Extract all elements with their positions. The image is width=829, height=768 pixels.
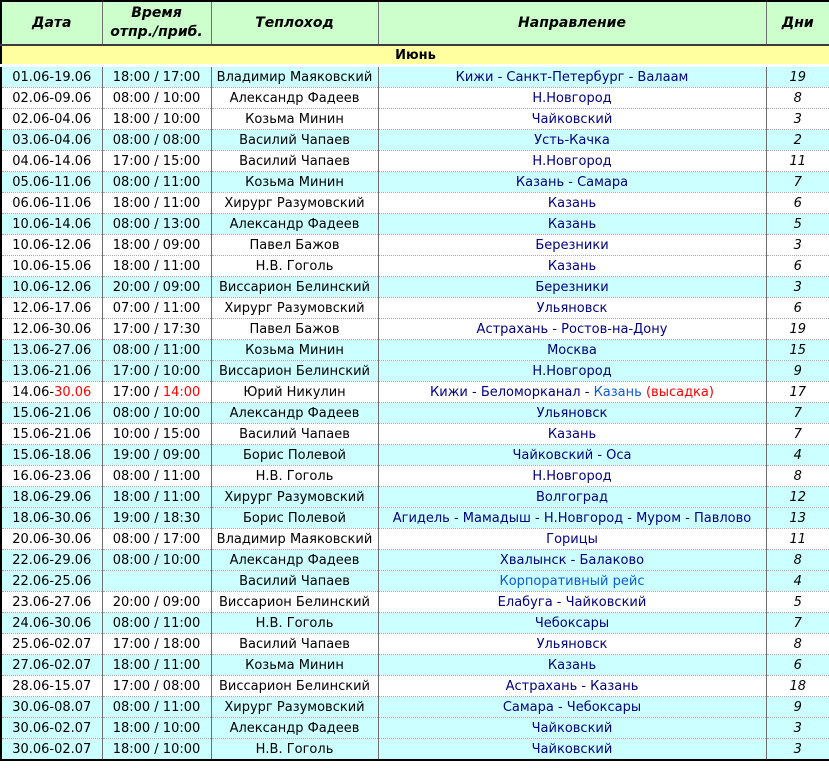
cell-ship: Александр Фадеев [211,88,378,109]
cell-ship: Василий Чапаев [211,571,378,592]
table-row [1,277,829,298]
cell-time: 19:00 / 09:00 [102,445,211,466]
cell-date: 18.06-29.06 [1,487,102,508]
cell-date: 25.06-02.07 [1,634,102,655]
cell-days: 9 [766,697,829,718]
cell-ship: Павел Бажов [211,319,378,340]
cell-direction: Кижи - Санкт-Петербург - Валаам [378,66,766,88]
table-row [1,193,829,214]
table-row [1,256,829,277]
cell-days: 9 [766,361,829,382]
cell-date: 22.06-29.06 [1,550,102,571]
text-segment: Корпоративный рейс [499,573,645,589]
cell-ship: Хирург Разумовский [211,697,378,718]
cell-date: 12.06-30.06 [1,319,102,340]
cell-time: 07:00 / 11:00 [102,298,211,319]
table-row [1,130,829,151]
cell-time: 18:00 / 10:00 [102,718,211,739]
cell-date: 10.06-14.06 [1,214,102,235]
text-segment: 14:00 [162,384,201,400]
cell-days: 8 [766,550,829,571]
cell-ship: Козьма Минин [211,172,378,193]
cell-days: 3 [766,235,829,256]
cell-time: 18:00 / 11:00 [102,487,211,508]
cell-direction: Горицы [378,529,766,550]
cell-ship: Борис Полевой [211,445,378,466]
cell-days: 19 [766,66,829,88]
cell-days: 6 [766,655,829,676]
text-segment: 14.06- [12,384,55,400]
cell-time: 08:00 / 11:00 [102,613,211,634]
cell-time: 18:00 / 17:00 [102,66,211,88]
cell-time: 08:00 / 11:00 [102,340,211,361]
cell-date: 13.06-27.06 [1,340,102,361]
cell-days: 19 [766,319,829,340]
cell-date: 10.06-12.06 [1,277,102,298]
cell-days: 4 [766,571,829,592]
cell-days: 3 [766,739,829,761]
cell-direction: Н.Новгород [378,88,766,109]
cell-direction: Казань - Самара [378,172,766,193]
table-row [1,235,829,256]
table-row [1,529,829,550]
table-row [1,151,829,172]
cell-date [1,382,102,403]
cell-date: 22.06-25.06 [1,571,102,592]
cell-time: 20:00 / 09:00 [102,592,211,613]
cell-ship: Н.В. Гоголь [211,256,378,277]
cell-ship: Хирург Разумовский [211,487,378,508]
cell-date: 30.06-02.07 [1,718,102,739]
table-row [1,382,829,403]
cell-days: 8 [766,88,829,109]
cell-date: 30.06-02.07 [1,739,102,761]
cell-time: 08:00 / 13:00 [102,214,211,235]
cell-time: 19:00 / 18:30 [102,508,211,529]
cell-time: 08:00 / 10:00 [102,88,211,109]
cell-time: 20:00 / 09:00 [102,277,211,298]
cell-ship: Владимир Маяковский [211,66,378,88]
text-segment: (высадка) [641,384,714,400]
cell-time: 08:00 / 10:00 [102,550,211,571]
cell-date: 15.06-21.06 [1,403,102,424]
cell-days: 12 [766,487,829,508]
cell-direction: Чайковский [378,718,766,739]
cell-time: 08:00 / 17:00 [102,529,211,550]
text-segment: Кижи - Беломорканал - [430,384,594,400]
cell-time: 18:00 / 11:00 [102,256,211,277]
cell-date: 28.06-15.07 [1,676,102,697]
cell-date: 03.06-04.06 [1,130,102,151]
table-row [1,571,829,592]
table-header [1,1,829,45]
cell-days: 6 [766,256,829,277]
cell-time: 17:00 / 15:00 [102,151,211,172]
cell-days: 15 [766,340,829,361]
cell-direction: Н.Новгород [378,151,766,172]
cell-date: 15.06-21.06 [1,424,102,445]
text-segment: Казань [593,384,642,400]
cell-ship: Павел Бажов [211,235,378,256]
table-row [1,319,829,340]
cell-date: 23.06-27.06 [1,592,102,613]
cell-days: 3 [766,109,829,130]
cell-date: 12.06-17.06 [1,298,102,319]
cell-days: 2 [766,130,829,151]
cell-ship: Н.В. Гоголь [211,466,378,487]
cell-ship: Василий Чапаев [211,424,378,445]
cell-date: 02.06-04.06 [1,109,102,130]
cell-direction: Астрахань - Казань [378,676,766,697]
cell-direction: Казань [378,424,766,445]
table-row [1,340,829,361]
cell-date: 10.06-12.06 [1,235,102,256]
cell-ship: Александр Фадеев [211,550,378,571]
cell-ship: Виссарион Белинский [211,277,378,298]
column-header-date: Дата [1,1,102,45]
table-row [1,487,829,508]
table-row [1,172,829,193]
cell-direction: Астрахань - Ростов-на-Дону [378,319,766,340]
table-row [1,403,829,424]
cell-days: 17 [766,382,829,403]
cell-direction: Чебоксары [378,613,766,634]
table-row [1,592,829,613]
cell-days: 18 [766,676,829,697]
cell-date: 15.06-18.06 [1,445,102,466]
cell-time: 18:00 / 09:00 [102,235,211,256]
table-row [1,445,829,466]
cell-date: 06.06-11.06 [1,193,102,214]
table-row [1,214,829,235]
cell-direction: Ульяновск [378,298,766,319]
table-row [1,66,829,88]
cell-days: 5 [766,592,829,613]
header-row [1,1,829,45]
table-row [1,739,829,761]
cell-time [102,571,211,592]
cell-ship: Василий Чапаев [211,151,378,172]
cell-ship: Александр Фадеев [211,214,378,235]
month-section-row [1,45,829,66]
cell-direction: Казань [378,256,766,277]
cell-ship: Козьма Минин [211,340,378,361]
cell-ship: Хирург Разумовский [211,298,378,319]
cell-time [102,382,211,403]
cell-time: 18:00 / 11:00 [102,193,211,214]
cell-time: 08:00 / 08:00 [102,130,211,151]
cell-days: 11 [766,529,829,550]
table-row [1,88,829,109]
cell-days: 8 [766,634,829,655]
cell-days: 7 [766,403,829,424]
column-header-ship: Теплоход [211,1,378,45]
table-row [1,676,829,697]
cell-time: 10:00 / 15:00 [102,424,211,445]
cell-ship: Юрий Никулин [211,382,378,403]
cell-days: 13 [766,508,829,529]
cell-time: 17:00 / 08:00 [102,676,211,697]
cell-date: 24.06-30.06 [1,613,102,634]
cell-time: 17:00 / 18:00 [102,634,211,655]
cell-time: 18:00 / 11:00 [102,655,211,676]
cell-date: 20.06-30.06 [1,529,102,550]
column-header-time-line2: отпр./приб. [110,24,203,40]
column-header-time-line1: Время [131,5,182,22]
cell-date: 18.06-30.06 [1,508,102,529]
cell-ship: Василий Чапаев [211,634,378,655]
cell-time: 17:00 / 17:30 [102,319,211,340]
cell-date: 10.06-15.06 [1,256,102,277]
cell-direction: Хвалынск - Балаково [378,550,766,571]
cell-days: 11 [766,151,829,172]
cell-direction: Ульяновск [378,403,766,424]
cell-time: 08:00 / 11:00 [102,172,211,193]
cell-direction: Агидель - Мамадыш - Н.Новгород - Муром - Павлово [378,508,766,529]
cell-ship: Хирург Разумовский [211,193,378,214]
cell-ship: Н.В. Гоголь [211,739,378,761]
cell-direction: Москва [378,340,766,361]
cell-days: 3 [766,718,829,739]
cell-date: 13.06-21.06 [1,361,102,382]
cell-direction: Чайковский - Оса [378,445,766,466]
cell-date: 30.06-08.07 [1,697,102,718]
schedule-body [1,45,829,760]
cell-days: 6 [766,193,829,214]
table-row [1,109,829,130]
table-row [1,718,829,739]
cell-days: 7 [766,613,829,634]
cell-ship: Козьма Минин [211,109,378,130]
cell-direction: Березники [378,235,766,256]
cell-direction: Казань [378,655,766,676]
cell-ship: Козьма Минин [211,655,378,676]
cell-time: 08:00 / 10:00 [102,403,211,424]
cell-ship: Виссарион Белинский [211,676,378,697]
cell-days: 4 [766,445,829,466]
cell-ship: Василий Чапаев [211,130,378,151]
month-section-label: Июнь [1,45,829,66]
column-header-time [102,1,211,45]
cell-direction: Чайковский [378,739,766,761]
cell-date: 05.06-11.06 [1,172,102,193]
table-row [1,361,829,382]
cell-direction: Н.Новгород [378,361,766,382]
cell-date: 02.06-09.06 [1,88,102,109]
cell-direction [378,571,766,592]
cell-direction: Волгоград [378,487,766,508]
cell-direction: Усть-Качка [378,130,766,151]
cell-direction: Н.Новгород [378,466,766,487]
cell-ship: Борис Полевой [211,508,378,529]
table-row [1,697,829,718]
cell-days: 7 [766,172,829,193]
table-row [1,424,829,445]
cell-time: 17:00 / 10:00 [102,361,211,382]
cell-days: 6 [766,298,829,319]
table-row [1,550,829,571]
column-header-days: Дни [766,1,829,45]
table-row [1,508,829,529]
cell-direction: Ульяновск [378,634,766,655]
table-row [1,298,829,319]
cell-days: 3 [766,277,829,298]
cell-date: 27.06-02.07 [1,655,102,676]
cell-direction: Березники [378,277,766,298]
cell-direction: Чайковский [378,109,766,130]
cell-ship: Виссарион Белинский [211,592,378,613]
cell-ship: Владимир Маяковский [211,529,378,550]
cell-days: 5 [766,214,829,235]
table-row [1,466,829,487]
table-row [1,634,829,655]
cell-ship: Виссарион Белинский [211,361,378,382]
cell-time: 18:00 / 10:00 [102,109,211,130]
cell-ship: Александр Фадеев [211,718,378,739]
cell-direction: Елабуга - Чайковский [378,592,766,613]
cell-days: 8 [766,466,829,487]
cell-direction: Казань [378,193,766,214]
cell-ship: Н.В. Гоголь [211,613,378,634]
cell-ship: Александр Фадеев [211,403,378,424]
cell-direction: Самара - Чебоксары [378,697,766,718]
cell-days: 7 [766,424,829,445]
column-header-direction: Направление [378,1,766,45]
cell-date: 01.06-19.06 [1,66,102,88]
cell-direction [378,382,766,403]
text-segment: 30.06 [54,384,92,400]
cell-time: 08:00 / 11:00 [102,697,211,718]
cell-direction: Казань [378,214,766,235]
cell-time: 08:00 / 11:00 [102,466,211,487]
table-row [1,655,829,676]
text-segment: 17:00 / [112,384,163,400]
cell-date: 16.06-23.06 [1,466,102,487]
cell-date: 04.06-14.06 [1,151,102,172]
cell-time: 18:00 / 10:00 [102,739,211,761]
table-row [1,613,829,634]
